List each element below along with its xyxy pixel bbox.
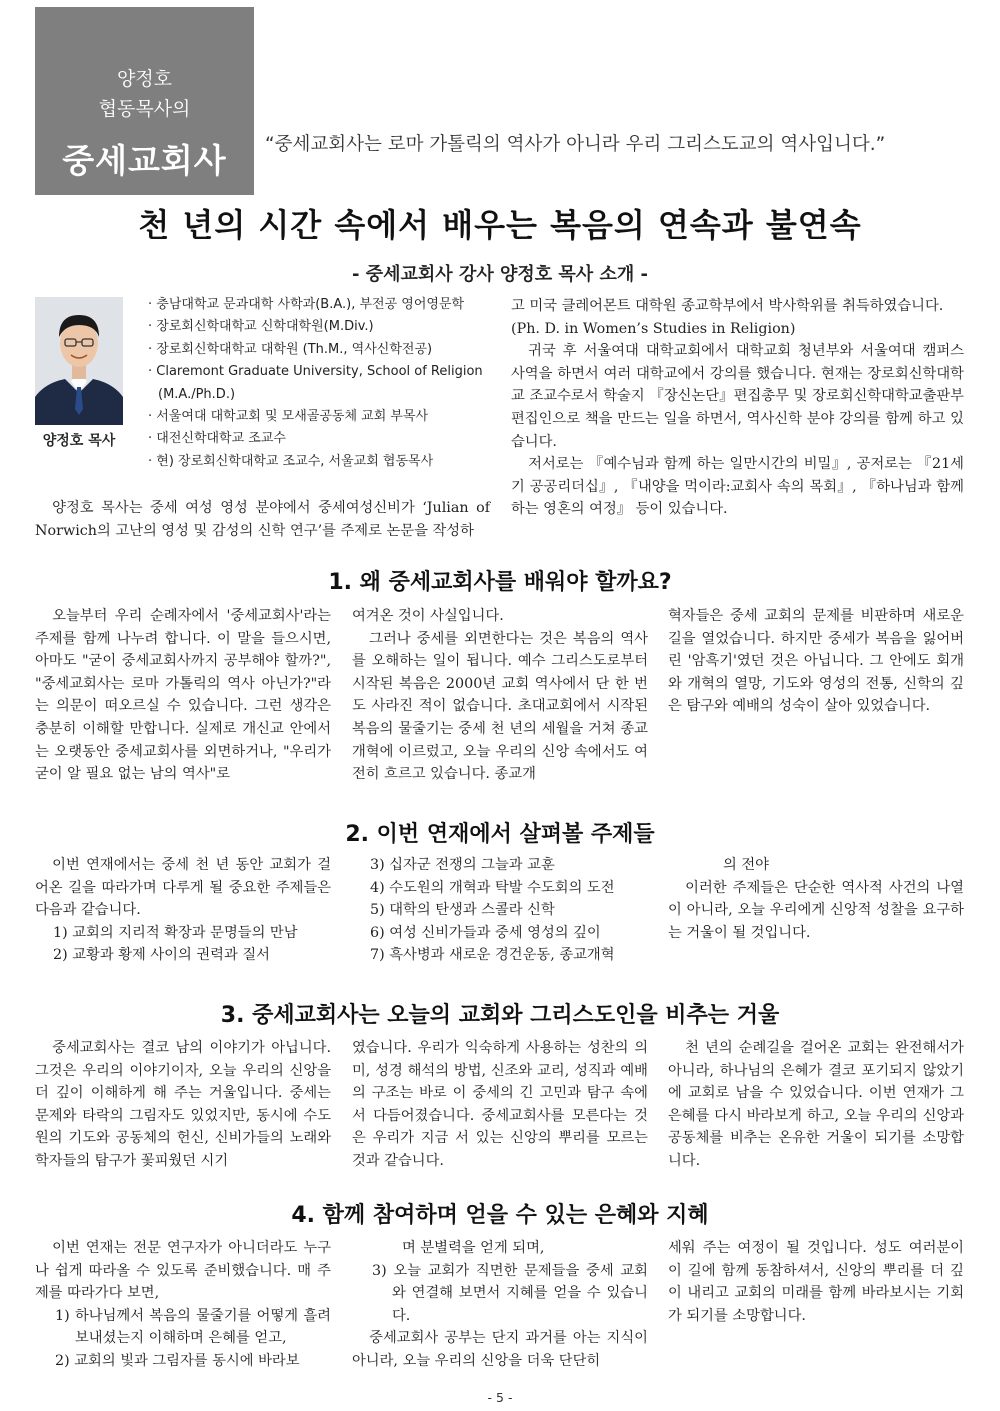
section-1-col-2 [352,605,648,786]
section-1-col-3 [668,605,964,718]
paragraph: 중세교회사는 결코 남의 이야기가 아닙니다. 그것은 우리의 이야기이자, 오늘 우리의 신앙을 더 깊이 이해하게 해 주는 거울입니다. 중세는 문제와 타락의 그림자도 있었지만, 동시에 수도원의 기도와 공동체의 헌신, 신비가들의 노래와 학자들의 탐구가 꽃피웠던 시기 [35,1040,331,1169]
section-1-heading: 1. 왜 중세교회사를 배워야 할까요? [328,570,672,595]
series-header-box [35,7,254,195]
bio-item: · 대전신학대학교 조교수 [148,431,286,447]
portrait-image [35,297,123,425]
bio-item: (M.A./Ph.D.) [158,386,236,402]
header-line-2: 협동목사의 [98,98,191,120]
page-number: - 5 - [487,1390,513,1405]
section-3-heading: 3. 중세교회사는 오늘의 교회와 그리스도인을 비추는 거울 [220,1003,780,1028]
bio-item: · Claremont Graduate University, School of Religion [148,364,483,380]
paragraph: 여겨온 것이 사실입니다. [352,608,504,624]
bio-item: · 장로회신학대학교 신학대학원(M.Div.) [148,319,374,335]
paragraph: 이번 연재는 전문 연구자가 아니더라도 누구나 쉽게 따라올 수 있도록 준비했습니다. 매 주제를 따라가다 보면, [35,1240,331,1302]
section-4-col-2 [352,1237,648,1373]
benefit-item: 1) 하나님께서 복음의 물줄기를 어떻게 흘려보내셨는지 이해하며 은혜를 얻고, [55,1307,331,1347]
benefit-item: 3) 오늘 교회가 직면한 문제들을 중세 교회와 연결해 보면서 지혜를 얻을 수 있습니다. [372,1262,648,1324]
header-quote: “중세교회사는 로마 가톨릭의 역사가 아니라 우리 그리스도교의 역사입니다.” [265,134,886,155]
topic-item: 2) 교황과 황제 사이의 권력과 질서 [53,947,270,964]
section-1-col-1 [35,605,331,786]
intro-paragraph: 귀국 후 서울여대 대학교회에서 대학교회 청년부와 서울여대 캠퍼스 사역을 하면서 여러 대학교에서 강의를 했습니다. 현재는 장로회신학대학교 조교수로서 학술지 『장신논단』편집총무 및 장로회신학대학교출판부 편집인으로 책을 만드는 일을 하면서, 역사신학 분야 강의를 함께 하고 있습니다. [511,343,964,450]
section-3-col-3 [668,1037,964,1173]
section-2-heading: 2. 이번 연재에서 살펴볼 주제들 [345,822,655,847]
paragraph: 천 년의 순례길을 걸어온 교회는 완전해서가 아니라, 하나님의 은혜가 결코 포기되지 않았기에 교회로 남을 수 있었습니다. 이번 연재가 그 은혜를 다시 바라보게 하고, 오늘 우리의 신앙과 공동체를 비추는 온유한 거울이 되기를 소망합니다. [668,1040,964,1169]
intro-paragraph: 저서로는 『예수님과 함께 하는 일만시간의 비밀』, 공저로는 『21세기 공공리더십』, 『내양을 먹이라:교회사 속의 목회』, 『하나님과 함께 하는 영혼의 여정』 등이 있습니다. [511,456,964,518]
paragraph: 며 분별력을 얻게 되며, [402,1240,545,1256]
section-4-col-3 [668,1237,964,1327]
topic-item: 1) 교회의 지리적 확장과 문명들의 만남 [53,924,298,941]
main-title: 천 년의 시간 속에서 배우는 복음의 연속과 불연속 [138,206,862,244]
section-2-col-1 [35,854,331,967]
topic-item: 4) 수도원의 개혁과 탁발 수도회의 도전 [370,879,615,896]
photo-caption: 양정호 목사 [42,433,116,449]
intro-left [35,497,490,542]
paragraph: 였습니다. 우리가 익숙하게 사용하는 성찬의 의미, 성경 해석의 방법, 신조와 교리, 성직과 예배의 구조는 바로 이 중세의 긴 고민과 탐구 속에서 다듬어졌습니다. 중세교회사를 모른다는 것은 우리가 지금 서 있는 신앙의 뿌리를 모르는 것과 같습니다. [352,1040,648,1169]
bio-item: · 현) 장로회신학대학교 조교수, 서울교회 협동목사 [148,453,434,469]
paragraph: 혁자들은 중세 교회의 문제를 비판하며 새로운 길을 열었습니다. 하지만 중세가 복음을 잃어버린 '암흑기'였던 것은 아닙니다. 그 안에도 회개와 개혁의 열망, 기도와 영성의 전통, 신학의 깊은 탐구와 예배의 성숙이 살아 있었습니다. [668,608,964,715]
intro-right [511,295,964,521]
paragraph: 세워 주는 여정이 될 것입니다. 성도 여러분이 이 길에 함께 동참하셔서, 신앙의 뿌리를 더 깊이 내리고 교회의 미래를 함께 바라보시는 기회가 되기를 소망합니다. [668,1240,964,1324]
section-4-heading: 4. 함께 참여하며 얻을 수 있는 은혜와 지혜 [291,1203,709,1228]
paragraph: 의 전야 [723,857,769,873]
paragraph: 오늘부터 우리 순례자에서 '중세교회사'라는 주제를 함께 나누려 합니다. 이 말을 들으시면, 아마도 "굳이 중세교회사까지 공부해야 할까?", "중세교회사는 로마 가톨릭의 역사 아닌가?"라는 의문이 떠오르실 수 있습니다. 그런 생각은 충분히 이해할 만합니다. 실제로 개신교 안에서는 오랫동안 중세교회사를 외면하거나, "우리가 굳이 알 필요 없는 남의 역사"로 [35,608,331,783]
section-2-col-3 [668,854,964,944]
intro-paragraph: (Ph. D. in Women’s Studies in Religion) [511,320,796,337]
intro-left-paragraph: 양정호 목사는 중세 여성 영성 분야에서 중세여성신비가 ‘Julian of Norwich의 고난의 영성 및 감성의 신학 연구’를 주제로 논문을 작성하 [35,500,490,539]
section-4-col-1 [35,1237,331,1373]
paragraph: 이러한 주제들은 단순한 역사적 사건의 나열이 아니라, 오늘 우리에게 신앙적 성찰을 요구하는 거울이 될 것입니다. [668,879,964,941]
topic-item: 6) 여성 신비가들과 중세 영성의 깊이 [370,924,601,941]
bio-item: · 충남대학교 문과대학 사학과(B.A.), 부전공 영어영문학 [148,297,465,312]
paragraph: 그러나 중세를 외면한다는 것은 복음의 역사를 오해하는 일이 됩니다. 예수 그리스도로부터 시작된 복음은 2000년 교회 역사에서 단 한 번도 사라진 적이 없습니다. 초대교회에서 시작된 복음의 물줄기는 중세 천 년의 세월을 거쳐 종교개혁에 이르렀고, 오늘 우리의 신앙 속에서도 여전히 흐르고 있습니다. 종교개 [352,630,648,783]
section-3-col-2 [352,1037,648,1173]
section-2-col-2 [352,854,648,967]
paragraph: 이번 연재에서는 중세 천 년 동안 교회가 걸어온 길을 따라가며 다루게 될 중요한 주제들은 다음과 같습니다. [35,857,331,919]
series-title: 중세교회사 [62,141,227,180]
topic-item: 3) 십자군 전쟁의 그늘과 교훈 [370,857,555,873]
paragraph: 중세교회사 공부는 단지 과거를 아는 지식이 아니라, 오늘 우리의 신앙을 더욱 단단히 [352,1330,648,1369]
subtitle: - 중세교회사 강사 양정호 목사 소개 - [352,264,648,285]
bio-list [148,294,498,473]
bio-item: · 서울여대 대학교회 및 모새골공동체 교회 부목사 [148,409,429,425]
section-3-col-1 [35,1037,331,1173]
topic-item: 5) 대학의 탄생과 스콜라 신학 [370,902,555,919]
benefit-item: 2) 교회의 빛과 그림자를 동시에 바라보 [55,1352,300,1369]
topic-item: 7) 흑사병과 새로운 경건운동, 종교개혁 [370,947,615,964]
intro-paragraph: 고 미국 클레어몬트 대학원 종교학부에서 박사학위를 취득하였습니다. [511,298,944,314]
profile-photo [35,297,123,425]
bio-item: · 장로회신학대학교 대학원 (Th.M., 역사신학전공) [148,341,433,357]
header-line-1: 양정호 [116,68,173,90]
